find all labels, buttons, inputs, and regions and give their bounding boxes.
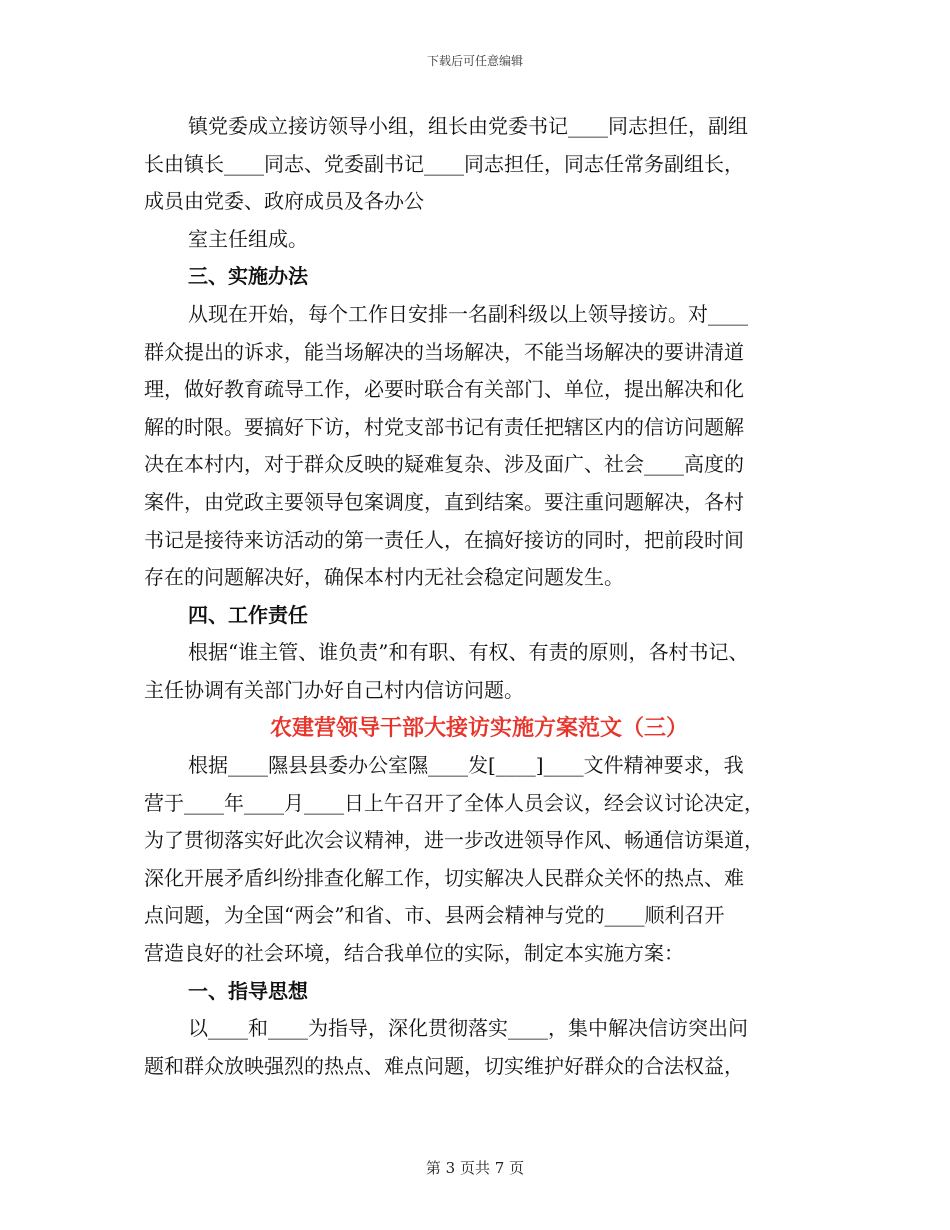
paragraph-line: 营造良好的社会环境，结合我单位的实际，制定本实施方案： [144, 941, 684, 966]
paragraph-line: 以____和____为指导，深化贯彻落实____，集中解决信访突出问 [188, 1016, 748, 1041]
paragraph-line: 从现在开始，每个工作日安排一名副科级以上领导接访。对____ [188, 301, 748, 326]
document-title: 农建营领导干部大接访实施方案范文（三） [269, 715, 688, 741]
document-body [144, 108, 814, 1085]
paragraph-line: 群众提出的诉求，能当场解决的当场解决，不能当场解决的要讲清道 [144, 339, 744, 364]
page-header: 下载后可任意编辑 [426, 54, 523, 68]
paragraph-line: 案件，由党政主要领导包案调度，直到结案。要注重问题解决，各村 [144, 489, 744, 514]
paragraph-line: 营于____年____月____日上午召开了全体人员会议，经会议讨论决定， [144, 790, 764, 815]
paragraph-line: 点问题，为全国“两会”和省、市、县两会精神与党的____顺利召开 [144, 903, 725, 928]
paragraph-line: 理，做好教育疏导工作，必要时联合有关部门、单位，提出解决和化 [144, 377, 744, 402]
section-heading-4: 四、工作责任 [188, 602, 308, 627]
paragraph-line: 深化开展矛盾纠纷排查化解工作，切实解决人民群众关怀的热点、难 [144, 865, 744, 890]
paragraph-line: 根据____隰县县委办公室隰____发[____]____文件精神要求，我 [188, 753, 744, 778]
paragraph-line: 根据“谁主管、谁负责”和有职、有权、有责的原则，各村书记、 [188, 640, 749, 665]
paragraph-line: 存在的问题解决好，确保本村内无社会稳定问题发生。 [144, 565, 624, 590]
paragraph-line: 主任协调有关部门办好自己村内信访问题。 [144, 677, 524, 702]
paragraph-line: 长由镇长____同志、党委副书记____同志担任，同志任常务副组长， [144, 151, 744, 176]
paragraph-line: 决在本村内，对于群众反映的疑难复杂、涉及面广、社会____高度的 [144, 452, 744, 477]
paragraph-line: 为了贯彻落实好此次会议精神，进一步改进领导作风、畅通信访渠道， [144, 828, 764, 853]
section-heading-3: 三、实施办法 [188, 264, 308, 289]
section-heading-1: 一、指导思想 [188, 978, 308, 1003]
paragraph-line: 题和群众放映强烈的热点、难点问题，切实维护好群众的合法权益， [144, 1053, 744, 1078]
paragraph-line: 解的时限。要搞好下访，村党支部书记有责任把辖区内的信访问题解 [144, 414, 744, 439]
paragraph-line: 室主任组成。 [188, 226, 308, 251]
paragraph-line: 成员由党委、政府成员及各办公 [144, 189, 424, 214]
paragraph-line: 镇党委成立接访领导小组，组长由党委书记____同志担任，副组 [188, 114, 748, 138]
paragraph-line: 书记是接待来访活动的第一责任人，在搞好接访的同时，把前段时间 [144, 527, 744, 552]
page-footer: 第 3 页共 7 页 [425, 1159, 525, 1177]
